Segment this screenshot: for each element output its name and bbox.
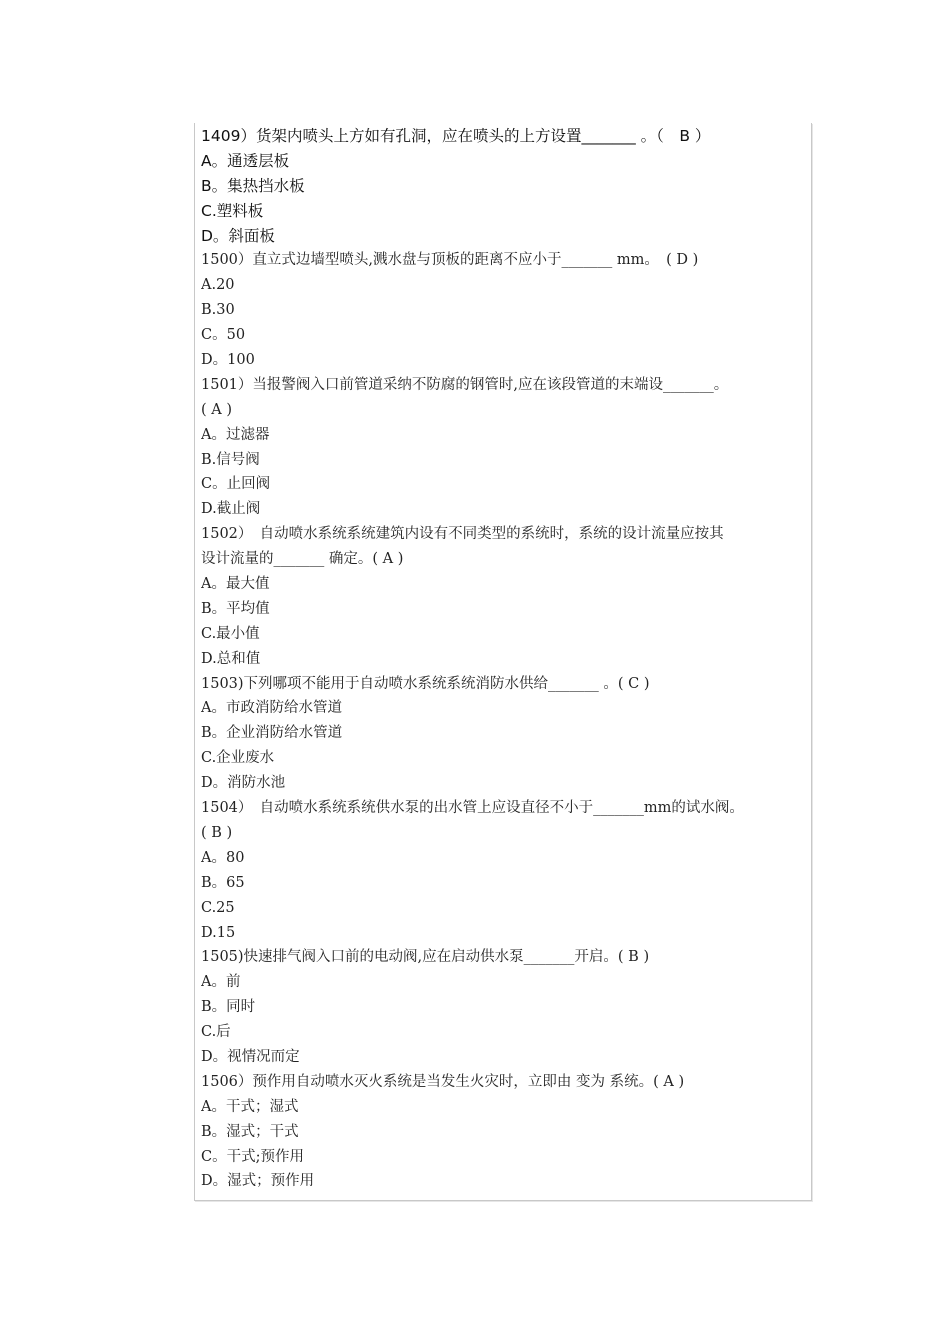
text-line: A。前	[201, 974, 241, 991]
text-line: B.信号阀	[201, 451, 260, 468]
text-line: C.最小值	[201, 625, 260, 642]
text-line: C.25	[201, 899, 235, 916]
text-line: A。最大值	[201, 576, 270, 593]
text-line: D.截止阀	[201, 501, 261, 518]
text-line: C。止回阀	[201, 476, 271, 493]
text-line: D。100	[201, 352, 255, 369]
text-line: 1500）直立式边墙型喷头,溅水盘与顶板的距离不应小于_______ mm。 ( D )	[201, 252, 699, 269]
document-content	[201, 124, 807, 1194]
text-line: D.总和值	[201, 650, 261, 667]
text-line: D.15	[201, 924, 236, 941]
text-line: 1505)快速排气阀入口前的电动阀,应在启动供水泵_______开启。( B )	[201, 949, 650, 966]
text-line: 设计流量的_______ 确定。( A )	[201, 551, 404, 568]
text-line: D。消防水池	[201, 775, 286, 792]
text-line: C。50	[201, 327, 246, 344]
text-line: B。平均值	[201, 600, 270, 617]
text-line: 1409）货架内喷头上方如有孔洞，应在喷头的上方设置_______ 。（ B ）	[201, 127, 711, 145]
text-line: 1503)下列哪项不能用于自动喷水系统系统消防水供给_______ 。( C )	[201, 675, 650, 692]
text-line: ( A )	[201, 401, 233, 418]
text-line: D。斜面板	[201, 226, 275, 245]
text-line: C.塑料板	[201, 201, 264, 220]
text-line: A。80	[201, 849, 245, 866]
text-line: 1501）当报警阀入口前管道采纳不防腐的钢管时,应在该段管道的末端设_______。	[201, 376, 729, 393]
text-line: A。市政消防给水管道	[201, 700, 342, 717]
text-line: A。通透层板	[201, 151, 290, 170]
text-line: 1506）预作用自动喷水灭火系统是当发生火灾时，立即由 变为 系统。( A )	[201, 1073, 685, 1090]
text-line: D。视情况而定	[201, 1048, 300, 1065]
text-line: C.后	[201, 1024, 231, 1041]
text-line: A.20	[201, 277, 235, 294]
text-line: A。过滤器	[201, 426, 270, 443]
text-line: 1502） 自动喷水系统系统建筑内设有不同类型的系统时，系统的设计流量应按其	[201, 526, 724, 543]
text-line: B。企业消防给水管道	[201, 725, 343, 742]
text-line: C。干式;预作用	[201, 1148, 304, 1165]
text-line: ( B )	[201, 824, 233, 841]
text-line: B。65	[201, 874, 245, 891]
text-line: 1504） 自动喷水系统系统供水泵的出水管上应设直径不小于_______mm的试水阀。	[201, 800, 744, 817]
text-line: B。同时	[201, 999, 256, 1016]
text-line: A。干式；湿式	[201, 1098, 299, 1115]
text-line: B.30	[201, 302, 235, 319]
text-line: C.企业废水	[201, 750, 275, 767]
text-line: B。湿式；干式	[201, 1123, 299, 1140]
text-line: B。集热挡水板	[201, 176, 305, 195]
text-line: D。湿式；预作用	[201, 1173, 315, 1190]
